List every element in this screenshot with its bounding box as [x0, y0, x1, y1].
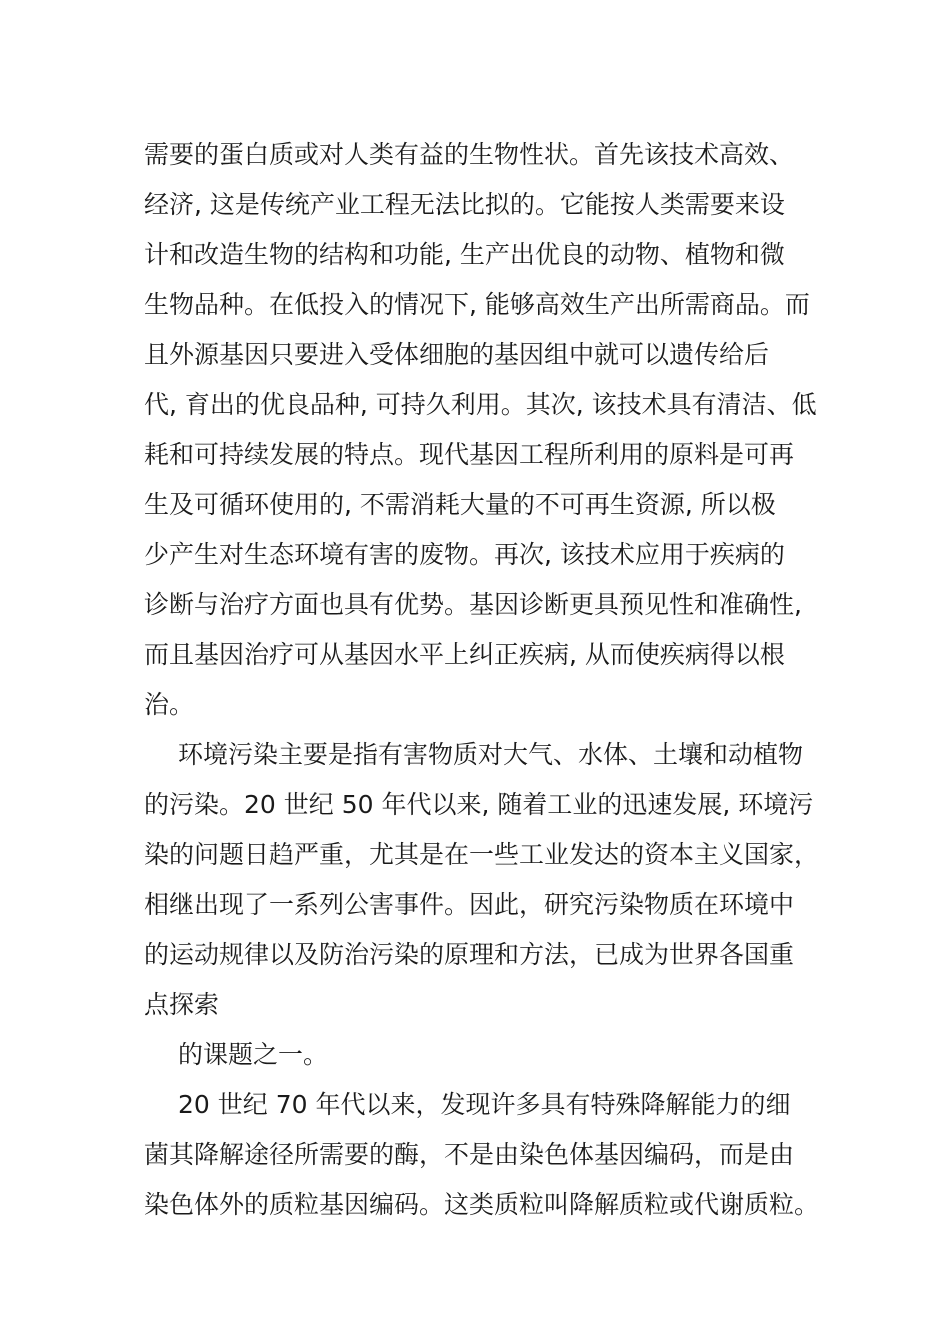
text-line: 计和改造生物的结构和功能, 生产出优良的动物、植物和微 — [144, 240, 785, 269]
text-line: 诊断与治疗方面也具有优势。基因诊断更具预见性和准确性, — [144, 590, 802, 619]
text-line: 生及可循环使用的, 不需消耗大量的不可再生资源, 所以极 — [144, 490, 776, 519]
text-line: 治。 — [144, 690, 195, 719]
text-line: 点探索 — [144, 990, 220, 1019]
text-line: 耗和可持续发展的特点。现代基因工程所利用的原料是可再 — [144, 440, 795, 469]
paragraph-start-line: 环境污染主要是指有害物质对大气、水体、土壤和动植物 — [178, 740, 804, 769]
text-line: 相继出现了一系列公害事件。因此，研究污染物质在环境中 — [144, 890, 795, 919]
text-line: 经济, 这是传统产业工程无法比拟的。它能按人类需要来设 — [144, 190, 785, 219]
paragraph-start-line: 的课题之一。 — [178, 1040, 329, 1069]
paragraph-start-line: 20 世纪 70 年代以来，发现许多具有特殊降解能力的细 — [178, 1090, 791, 1119]
text-line: 的运动规律以及防治污染的原理和方法，已成为世界各国重 — [144, 940, 795, 969]
text-line: 染的问题日趋严重，尤其是在一些工业发达的资本主义国家， — [144, 840, 820, 869]
text-line: 菌其降解途径所需要的酶，不是由染色体基因编码，而是由 — [144, 1140, 795, 1169]
body-text — [144, 130, 844, 1230]
text-line: 需要的蛋白质或对人类有益的生物性状。首先该技术高效、 — [144, 140, 795, 169]
text-line: 且外源基因只要进入受体细胞的基因组中就可以遗传给后 — [144, 340, 770, 369]
text-line: 少产生对生态环境有害的废物。再次, 该技术应用于疾病的 — [144, 540, 785, 569]
text-line: 的污染。20 世纪 50 年代以来, 随着工业的迅速发展, 环境污 — [144, 790, 814, 819]
text-line: 而且基因治疗可从基因水平上纠正疾病, 从而使疾病得以根 — [144, 640, 785, 669]
text-line: 代, 育出的优良品种, 可持久利用。其次, 该技术具有清洁、低 — [144, 390, 817, 419]
text-line: 染色体外的质粒基因编码。这类质粒叫降解质粒或代谢质粒。 — [144, 1190, 820, 1219]
text-line: 生物品种。在低投入的情况下, 能够高效生产出所需商品。而 — [144, 290, 810, 319]
